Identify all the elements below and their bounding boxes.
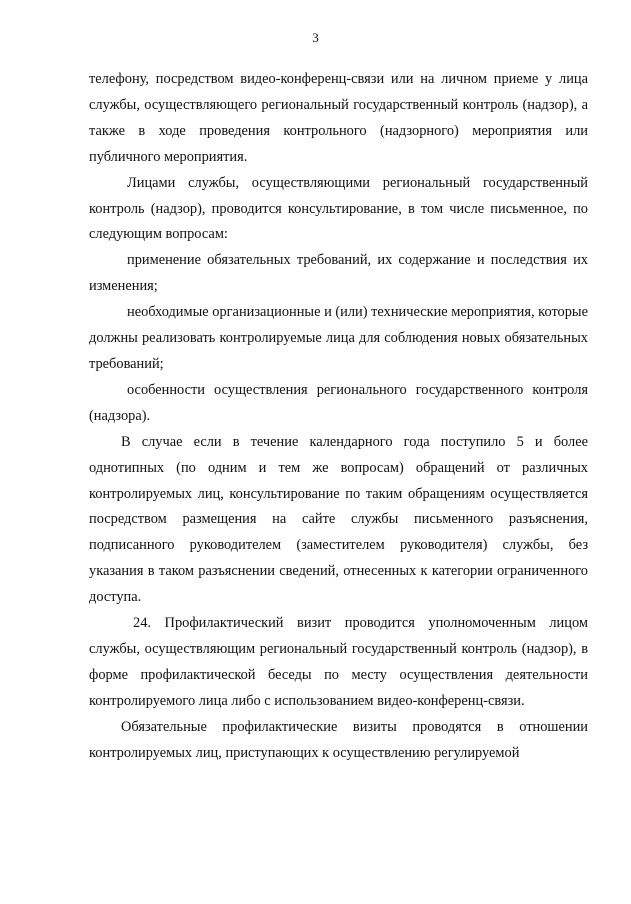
paragraph-item-measures: необходимые организационные и (или) технические мероприятия, которые должны реализовать контролируемые лица для соблюдения новых обязательных требований; bbox=[89, 304, 588, 372]
paragraph-consulting-intro: Лицами службы, осуществляющими региональный государственный контроль (надзор), проводится консультирование, в том числе письменное, по следующим вопросам: bbox=[89, 174, 588, 243]
paragraph-item-features: особенности осуществления регионального государственного контроля (надзора). bbox=[89, 381, 588, 424]
paragraph-mandatory-visits: Обязательные профилактические визиты проводятся в отношении контролируемых лиц, приступающих к осуществлению регулируемой bbox=[89, 718, 588, 761]
paragraph-item-requirements: применение обязательных требований, их содержание и последствия их изменения; bbox=[89, 252, 588, 295]
paragraph-section-24: 24. Профилактический визит проводится уполномоченным лицом службы, осуществляющим региональный государственный контроль (надзор), в форме профилактической беседы по месту осуществления деятельности контролируемого лица либо с использованием видео-конференц-связи. bbox=[89, 615, 588, 709]
paragraph-similar-requests: В случае если в течение календарного года поступило 5 и более однотипных (по одним и тем же вопросам) обращений от различных контролируемых лиц, консультирование по таким обращениям осуществляется посредством размещения на сайте службы письменного разъяснения, подписанного руководителем (заместителем руководителя) службы, без указания в таком разъяснении сведений, отнесенных к категории ограниченного доступа. bbox=[89, 433, 588, 606]
paragraph-continuation: телефону, посредством видео-конференц-связи или на личном приеме у лица службы, осуществляющего региональный государственный контроль (надзор), а также в ходе проведения контрольного (надзорного) мероприятия или публичного мероприятия. bbox=[89, 71, 588, 165]
document-body bbox=[89, 67, 588, 766]
page-number: 3 bbox=[312, 30, 319, 45]
